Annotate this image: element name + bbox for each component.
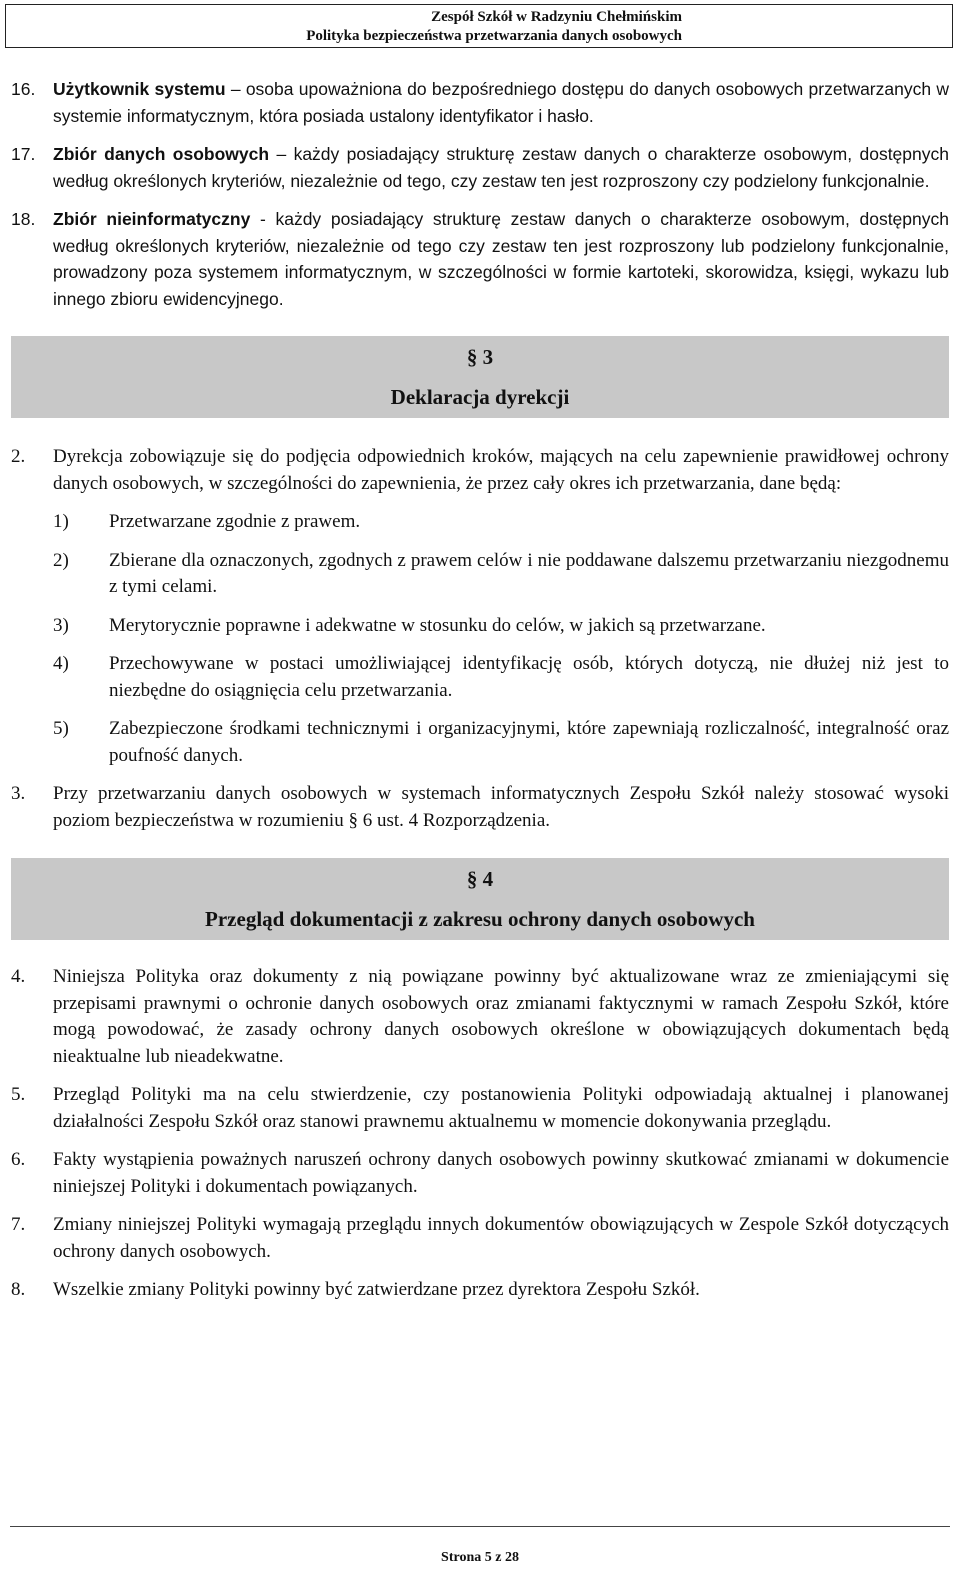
sub-item-number: 3) (53, 614, 69, 636)
sub-item-text: Zbierane dla oznaczonych, zgodnych z prawem celów i nie poddawane dalszemu przetwarzaniu niezgodnemu z tymi celami. (109, 549, 949, 597)
header-school-name: Zespół Szkół w Radzyniu Chełmińskim (431, 9, 682, 25)
item-text: Dyrekcja zobowiązuje się do podjęcia odpowiednich kroków, mających na celu zapewnienie prawidłowej ochrony danych osobowych, w szczególności do zapewnienia, że przez cały okres ich przetwarzania, dane będą: (53, 446, 949, 494)
list-item (11, 1212, 949, 1265)
item-number: 17. (11, 144, 36, 164)
section-title: Deklaracja dyrekcji (390, 385, 570, 409)
item-number: 8. (11, 1279, 26, 1300)
definition-term: Zbiór danych osobowych (53, 144, 270, 164)
sub-list-item (11, 509, 949, 536)
item-number: 3. (11, 783, 26, 804)
item-number: 18. (11, 209, 36, 229)
definition-item (11, 141, 949, 194)
item-number: 16. (11, 79, 36, 99)
list-item (11, 1082, 949, 1135)
definitions-list (11, 76, 949, 312)
item-text: Przegląd Polityki ma na celu stwierdzenie, czy postanowienia Polityki odpowiadają aktualnej i planowanej działalności Zespołu Szkół oraz stanowi prawnemu aktualnemu w momencie dokonywania przeglądu. (53, 1084, 949, 1132)
page-number: Strona 5 z 28 (441, 1550, 519, 1565)
item-number: 5. (11, 1084, 26, 1105)
item-number: 7. (11, 1214, 26, 1235)
sub-list-item (11, 716, 949, 769)
item-text: Zmiany niniejszej Polityki wymagają przeglądu innych dokumentów obowiązujących w Zespole Szkół dotyczących ochrony danych osobowych. (53, 1214, 949, 1262)
definition-term: Zbiór nieinformatyczny (53, 209, 251, 229)
section-4-heading (11, 858, 949, 940)
sub-item-number: 4) (53, 653, 69, 674)
item-text: Niniejsza Polityka oraz dokumenty z nią powiązane powinny być aktualizowane wraz ze zmieniającymi się przepisami prawnymi o ochronie danych osobowych oraz zmianami faktycznymi w ramach Zespołu Szkół, które mogą powodować, że zasady ochrony danych osobowych określone w obowiązujących dokumentach będą nieaktualne lub nieadekwatne. (53, 966, 949, 1067)
item-number: 6. (11, 1149, 26, 1170)
definition-text: – osoba upoważniona do bezpośredniego dostępu do danych osobowych przetwarzanych w systemie informatycznym, która posiada ustalony identyfikator i hasło. (53, 79, 949, 126)
item-number: 2. (11, 446, 26, 467)
item-text: Wszelkie zmiany Polityki powinny być zatwierdzane przez dyrektora Zespołu Szkół. (53, 1279, 700, 1300)
list-item (11, 964, 949, 1070)
definition-item (11, 206, 949, 312)
sub-list-item (11, 548, 949, 601)
sub-item-text: Przetwarzane zgodnie z prawem. (109, 511, 361, 532)
list-item (11, 444, 949, 497)
item-text: Fakty wystąpienia poważnych naruszeń ochrony danych osobowych powinny skutkować zmianami w dokumencie niniejszej Polityki i dokumentach powiązanych. (53, 1149, 949, 1197)
section-symbol: § 4 (466, 867, 494, 891)
page-footer (0, 1550, 960, 1566)
sub-item-text: Zabezpieczone środkami technicznymi i organizacyjnymi, które zapewniają rozliczalność, integralność oraz poufność danych. (109, 718, 949, 766)
section-3-heading (11, 336, 949, 418)
definition-item (11, 76, 949, 129)
definition-term: Użytkownik systemu (53, 79, 226, 99)
footer-divider (10, 1526, 950, 1527)
sub-item-number: 5) (53, 718, 69, 739)
sub-list-item (11, 613, 949, 640)
list-item (11, 1277, 949, 1304)
sub-item-number: 2) (53, 549, 69, 571)
document-body (11, 76, 949, 1304)
list-item (11, 1147, 949, 1200)
header-document-title: Polityka bezpieczeństwa przetwarzania danych osobowych (306, 28, 682, 44)
section-symbol: § 3 (466, 345, 494, 369)
sub-item-number: 1) (53, 511, 69, 532)
sub-item-text: Merytorycznie poprawne i adekwatne w stosunku do celów, w jakich są przetwarzane. (109, 614, 766, 636)
list-item (11, 781, 949, 834)
definition-text: – każdy posiadający strukturę zestaw danych o charakterze osobowym, dostępnych według określonych kryteriów, niezależnie od tego, czy zestaw ten jest rozproszony czy podzielony funkcjonalnie. (53, 144, 949, 191)
section-title: Przegląd dokumentacji z zakresu ochrony danych osobowych (205, 907, 755, 931)
item-number: 4. (11, 966, 26, 987)
page-header (5, 4, 953, 48)
definition-text: - każdy posiadający strukturę zestaw danych o charakterze osobowym, dostępnych według określonych kryteriów, niezależnie od tego czy zestaw ten jest rozproszony lub podzielony funkcjonalnie, prowadzony poza systemem informatycznym, w szczególności w formie kartoteki, skorowidza, księgi, wykazu lub innego zbioru ewidencyjnego. (53, 209, 949, 309)
sub-item-text: Przechowywane w postaci umożliwiającej identyfikację osób, których dotyczą, nie dłużej niż jest to niezbędne do osiągnięcia celu przetwarzania. (109, 653, 949, 701)
sub-list-item (11, 651, 949, 704)
item-text: Przy przetwarzaniu danych osobowych w systemach informatycznych Zespołu Szkół należy stosować wysoki poziom bezpieczeństwa w rozumieniu § 6 ust. 4 Rozporządzenia. (53, 783, 949, 831)
